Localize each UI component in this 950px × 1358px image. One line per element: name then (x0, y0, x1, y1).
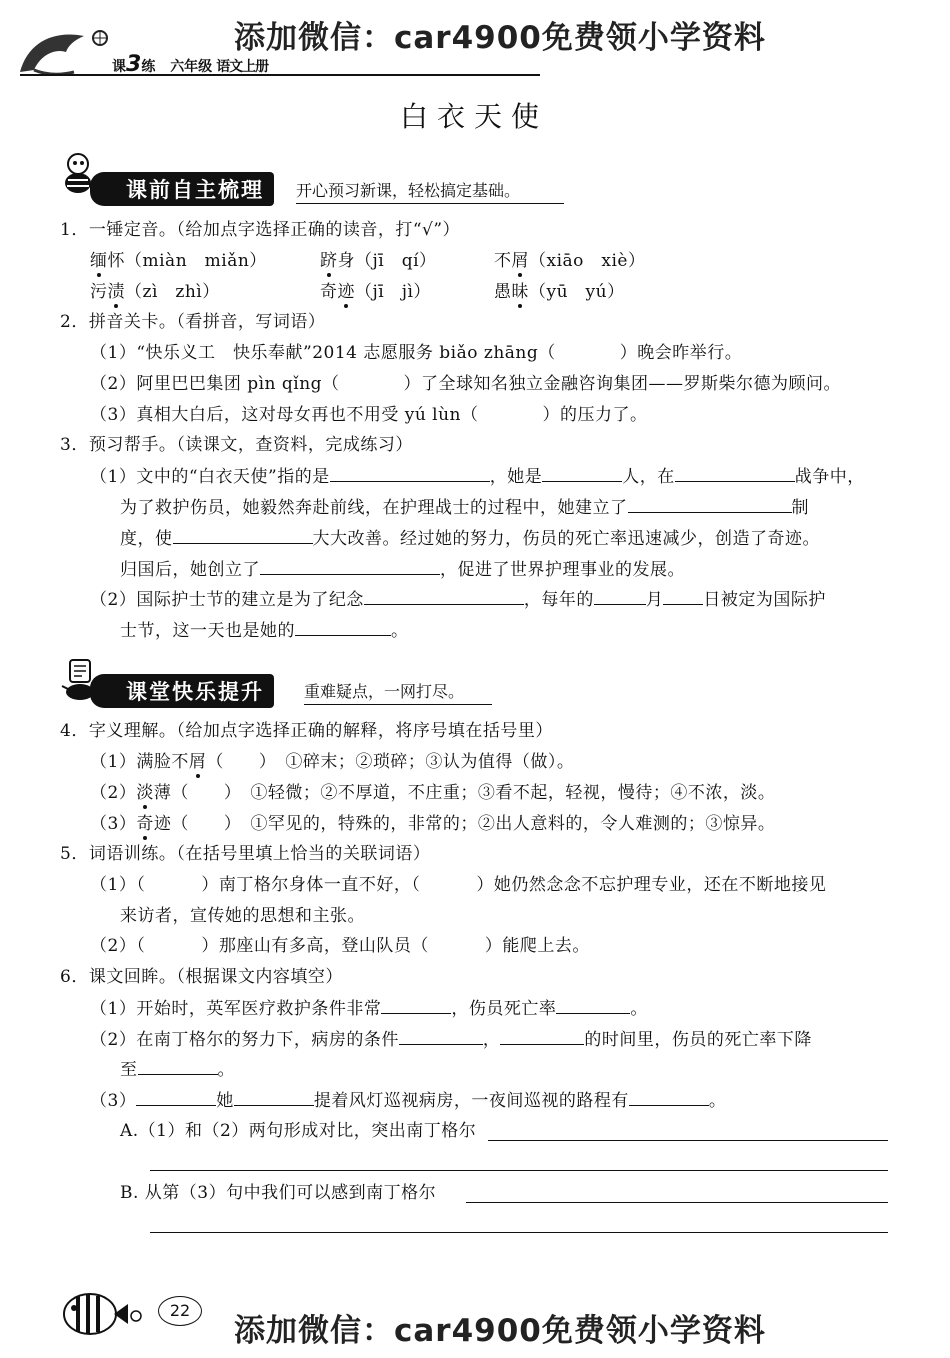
q3-blank-7[interactable] (364, 588, 524, 605)
q1-item-6: 愚昧（yū yú） (494, 282, 625, 302)
q1-item-1: 缅怀（miàn miǎn） (90, 251, 267, 271)
q5-line-1: （1）（ ）南丁格尔身体一直不好，（ ）她仍然念念不忘护理专业，还在不断地接见 (90, 875, 827, 895)
q4-line-2: （2）淡薄（ ） ①轻微；②不厚道，不庄重；③看不起，轻视，慢待；④不浓，淡。 (90, 783, 776, 803)
q6-item-a: A.（1）和（2）两句形成对比，突出南丁格尔 (120, 1121, 477, 1141)
q6-blank-7[interactable] (234, 1089, 314, 1106)
q3-line-2: 为了救护伤员，她毅然奔赴前线，在护理战士的过程中，她建立了 制 (120, 498, 809, 518)
section2-label: 课堂快乐提升 (90, 674, 274, 708)
q4-line-3: （3）奇迹（ ） ①罕见的，特殊的，非常的；②出人意料的，令人难测的；③惊异。 (90, 814, 776, 834)
q6-line-1: （1）开始时，英军医疗救护条件非常 ，伤员死亡率 。 (90, 999, 648, 1019)
q1-stem: 1．一锤定音。（给加点字选择正确的读音，打“√”） (60, 220, 461, 240)
watermark-bottom: 添加微信：car4900免费领小学资料 (234, 1313, 766, 1349)
q1-item-4: 污渍（zì zhì） (90, 282, 220, 302)
q3-line-6: 士节，这一天也是她的 。 (120, 621, 409, 641)
q6-b-line-2[interactable] (150, 1232, 888, 1233)
q3-blank-6[interactable] (260, 558, 440, 575)
q4-line-1: （1）满脸不屑（ ） ①碎末；②琐碎；③认为值得（做）。 (90, 752, 575, 772)
q1-item-3: 不屑（xiāo xiè） (494, 251, 646, 271)
q6-blank-6[interactable] (136, 1089, 216, 1106)
q4-stem: 4．字义理解。（给加点字选择正确的解释，将序号填在括号里） (60, 721, 553, 741)
q6-line-2: （2）在南丁格尔的努力下，病房的条件 ， 的时间里，伤员的死亡率下降 (90, 1030, 812, 1050)
q6-line-4: （3） 她 提着风灯巡视病房，一夜间巡视的路程有 。 (90, 1091, 727, 1111)
q6-stem: 6．课文回眸。（根据课文内容填空） (60, 967, 343, 987)
q3-line-4: 归国后，她创立了 ，促进了世界护理事业的发展。 (120, 560, 685, 580)
q3-blank-3[interactable] (675, 465, 795, 482)
q3-blank-8[interactable] (594, 588, 646, 605)
q2-line-2: （2）阿里巴巴集团 pìn qǐng（ ）了全球知名独立金融咨询集团——罗斯柴尔德为顾问。 (90, 374, 842, 394)
q6-a-line-2[interactable] (150, 1170, 888, 1171)
q2-line-3: （3）真相大白后，这对母女再也不用受 yú lùn（ ）的压力了。 (90, 405, 648, 425)
q6-blank-5[interactable] (138, 1058, 218, 1075)
q1-item-2: 跻身（jī qí） (320, 251, 437, 271)
q2-stem: 2．拼音关卡。（看拼音，写词语） (60, 312, 326, 332)
q5-line-3: （2）（ ）那座山有多高，登山队员（ ）能爬上去。 (90, 936, 590, 956)
q3-blank-4[interactable] (628, 496, 792, 513)
q3-blank-2[interactable] (542, 465, 622, 482)
watermark-top: 添加微信：car4900免费领小学资料 (234, 20, 766, 56)
section1-subtitle: 开心预习新课，轻松搞定基础。 (296, 178, 564, 204)
q3-blank-5[interactable] (173, 527, 313, 544)
q3-stem: 3．预习帮手。（读课文，查资料，完成练习） (60, 435, 413, 455)
header-rule (20, 74, 540, 76)
q3-blank-1[interactable] (330, 465, 490, 482)
q1-item-5: 奇迹（jī jì） (320, 282, 431, 302)
q2-line-1: （1）“快乐义工 快乐奉献”2014 志愿服务 biǎo zhāng（ ）晚会昨举行。 (90, 343, 743, 363)
q6-blank-1[interactable] (381, 997, 451, 1014)
q5-stem: 5．词语训练。（在括号里填上恰当的关联词语） (60, 844, 431, 864)
section2-subtitle: 重难疑点，一网打尽。 (304, 679, 492, 705)
q3-line-1: （1）文中的“白衣天使”指的是 ，她是 人，在 战争中， (90, 467, 865, 487)
q3-line-5: （2）国际护士节的建立是为了纪念 ，每年的 月 日被定为国际护 (90, 590, 826, 610)
q3-blank-10[interactable] (295, 619, 391, 636)
q6-line-3: 至 。 (120, 1060, 235, 1080)
fish-icon (56, 1286, 146, 1344)
q6-blank-3[interactable] (399, 1028, 483, 1045)
q3-blank-9[interactable] (663, 588, 703, 605)
q3-line-3: 度，使 大大改善。经过她的努力，伤员的死亡率迅速减少，创造了奇迹。 (120, 529, 820, 549)
q6-blank-8[interactable] (629, 1089, 709, 1106)
q6-a-line-1[interactable] (488, 1140, 888, 1141)
page-number: 22 (158, 1296, 202, 1326)
page-title: 白衣天使 (400, 100, 549, 133)
q6-blank-4[interactable] (500, 1028, 584, 1045)
header-lesson: 课3练 六年级 语文上册 (112, 52, 269, 77)
q6-blank-2[interactable] (556, 997, 630, 1014)
q5-line-2: 来访者，宣传她的思想和主张。 (120, 906, 365, 926)
q6-b-line-1[interactable] (466, 1202, 888, 1203)
section1-label: 课前自主梳理 (90, 172, 274, 206)
q6-item-b: B. 从第（3）句中我们可以感到南丁格尔 (120, 1183, 437, 1203)
